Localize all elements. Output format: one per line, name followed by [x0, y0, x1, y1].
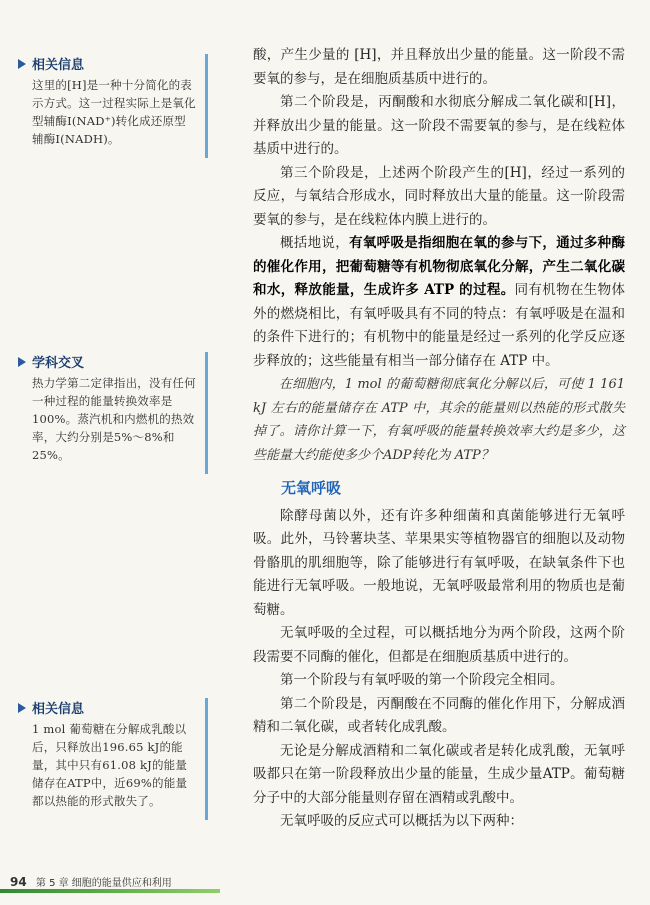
main-text [253, 44, 625, 834]
chapter-title: 第 5 章 细胞的能量供应和利用 [35, 878, 172, 889]
paragraph: 无氧呼吸的全过程，可以概括地分为两个阶段，这两个阶段需要不同酶的催化，但都是在细胞质基质中进行的。 [253, 625, 625, 665]
triangle-bullet-icon [18, 357, 26, 367]
paragraph: 第二个阶段是，丙酮酸在不同酶的催化作用下，分解成酒精和二氧化碳，或者转化成乳酸。 [253, 695, 625, 735]
paragraph: 酸，产生少量的 [H]，并且释放出少量的能量。这一阶段不需要氧的参与，是在细胞质基质中进行的。 [253, 47, 625, 87]
note-body: 热力学第二定律指出，没有任何一种过程的能量转换效率是100%。蒸汽机和内燃机的热效率，大约分别是5%～8%和25%。 [32, 376, 196, 462]
note-title: 相关信息 [32, 58, 85, 73]
triangle-bullet-icon [18, 59, 26, 69]
note-cross-discipline [18, 352, 208, 474]
sidebar [0, 0, 218, 905]
page-footer [0, 875, 650, 905]
paragraph: 无论是分解成酒精和二氧化碳或者是转化成乳酸，无氧呼吸都只在第一阶段释放出少量的能量，生成少量ATP。葡萄糖分子中的大部分能量则存留在酒精或乳酸中。 [253, 742, 625, 806]
paragraph: 第三个阶段是，上述两个阶段产生的[H]，经过一系列的反应，与氧结合形成水，同时释放出大量的能量。这一阶段需要氧的参与，是在线粒体内膜上进行的。 [253, 164, 625, 228]
note-title: 学科交叉 [32, 356, 85, 371]
note-body: 这里的[H]是一种十分简化的表示方式。这一过程实际上是氧化型辅酶Ⅰ(NAD⁺)转化成还原型辅酶Ⅰ(NADH)。 [32, 78, 196, 146]
page-number: 94 [10, 875, 27, 889]
note-related-info-1 [18, 54, 208, 158]
text-span: 概括地说， [280, 235, 350, 251]
exercise-paragraph: 在细胞内，1 mol 的葡萄糖彻底氧化分解以后，可使 1 161 kJ 左右的能量储存在 ATP 中，其余的能量则以热能的形式散失掉了。请你计算一下，有氧呼吸的能量转换效率大约是多少，这些能量大约能使多少个ADP转化为 ATP？ [253, 377, 625, 463]
note-body: 1 mol 葡萄糖在分解成乳酸以后，只释放出196.65 kJ的能量，其中只有61.08 kJ的能量储存在ATP中，近69%的能量都以热能的形式散失了。 [32, 722, 188, 808]
paragraph: 除酵母菌以外，还有许多种细菌和真菌能够进行无氧呼吸。此外，马铃薯块茎、苹果果实等植物器官的细胞以及动物骨骼肌的肌细胞等，除了能够进行有氧呼吸，在缺氧条件下也能进行无氧呼吸。一般地说，无氧呼吸最常利用的物质也是葡萄糖。 [253, 507, 625, 618]
note-related-info-2 [18, 698, 208, 820]
section-title: 无氧呼吸 [281, 479, 342, 497]
note-title: 相关信息 [32, 702, 85, 717]
paragraph: 无氧呼吸的反应式可以概括为以下两种： [280, 813, 523, 829]
footer-bar [0, 889, 220, 893]
text-span: 同有机物在生物体外的燃烧相比，有氧呼吸具有不同的特点：有氧呼吸是在温和的条件下进行的；有机物中的能量是经过一系列的化学反应逐步释放的；这些能量有相当一部分储存在 ATP 中。 [253, 282, 626, 369]
paragraph: 第一个阶段与有氧呼吸的第一个阶段完全相同。 [280, 672, 564, 688]
triangle-bullet-icon [18, 703, 26, 713]
definition-bold: 有氧呼吸是指细胞在氧的参与下，通过多种酶的催化作用，把葡萄糖等有机物彻底氧化分解，产生二氧化碳和水，释放能量，生成许多 ATP 的过程。 [253, 235, 625, 298]
paragraph-definition [253, 232, 625, 373]
paragraph: 第二个阶段是，丙酮酸和水彻底分解成二氧化碳和[H]，并释放出少量的能量。这一阶段不需要氧的参与，是在线粒体基质中进行的。 [253, 94, 625, 157]
